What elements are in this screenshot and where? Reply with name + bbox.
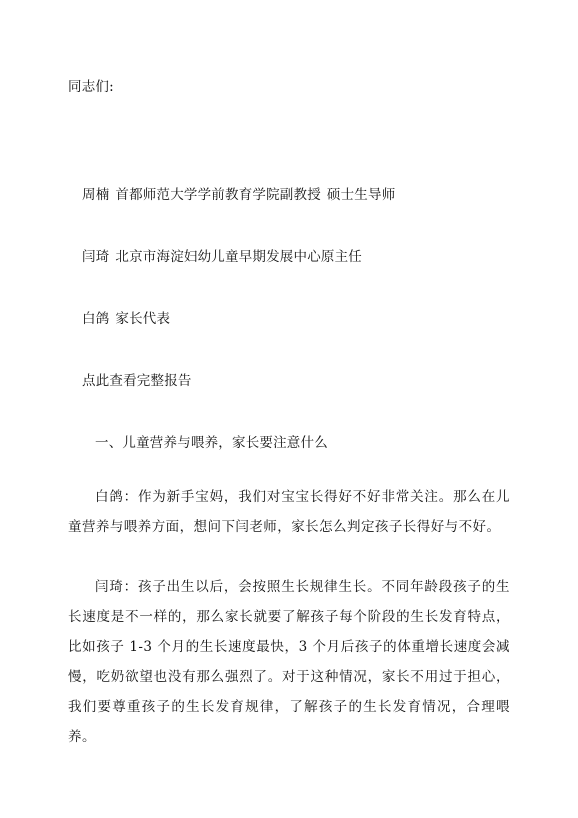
full-report-link[interactable]: 点此查看完整报告 — [82, 373, 192, 389]
speaker-name: 白鸽 — [82, 311, 110, 327]
speaker-title: 家长代表 — [115, 311, 171, 327]
speaker-line-bai-ge — [82, 310, 170, 328]
speaker-title: 北京市海淀妇幼儿童早期发展中心原主任 — [115, 249, 363, 265]
speaker-extra-title: 硕士生导师 — [326, 187, 396, 203]
speaker-name: 周楠 — [82, 187, 110, 203]
paragraph-bai-ge-question: 白鸽：作为新手宝妈，我们对宝宝长得好不好非常关注。那么在儿童营养与喂养方面，想问下闫老师，家长怎么判定孩子长得好与不好。 — [68, 489, 510, 535]
speaker-title: 首都师范大学学前教育学院副教授 — [115, 187, 321, 203]
section-heading: 一、儿童营养与喂养，家长要注意什么 — [95, 435, 328, 451]
speaker-line-yan-qi — [82, 248, 362, 266]
greeting: 同志们: — [68, 79, 114, 95]
paragraph-yan-qi-answer: 闫琦：孩子出生以后，会按照生长规律生长。不同年龄段孩子的生长速度是不一样的，那么家长就要了解孩子每个阶段的生长发育特点，比如孩子 1-3 个月的生长速度最快，3 个月后孩子的体重增长速度会减慢，吃奶欲望也没有那么强烈了。对于这种情况，家长不用过于担心，我们要尊重孩子的生长发育规律，了解孩子的生长发育情况，合理喂养。 — [68, 579, 510, 745]
speaker-name: 闫琦 — [82, 249, 110, 265]
speaker-line-zhou-nan — [82, 186, 395, 204]
